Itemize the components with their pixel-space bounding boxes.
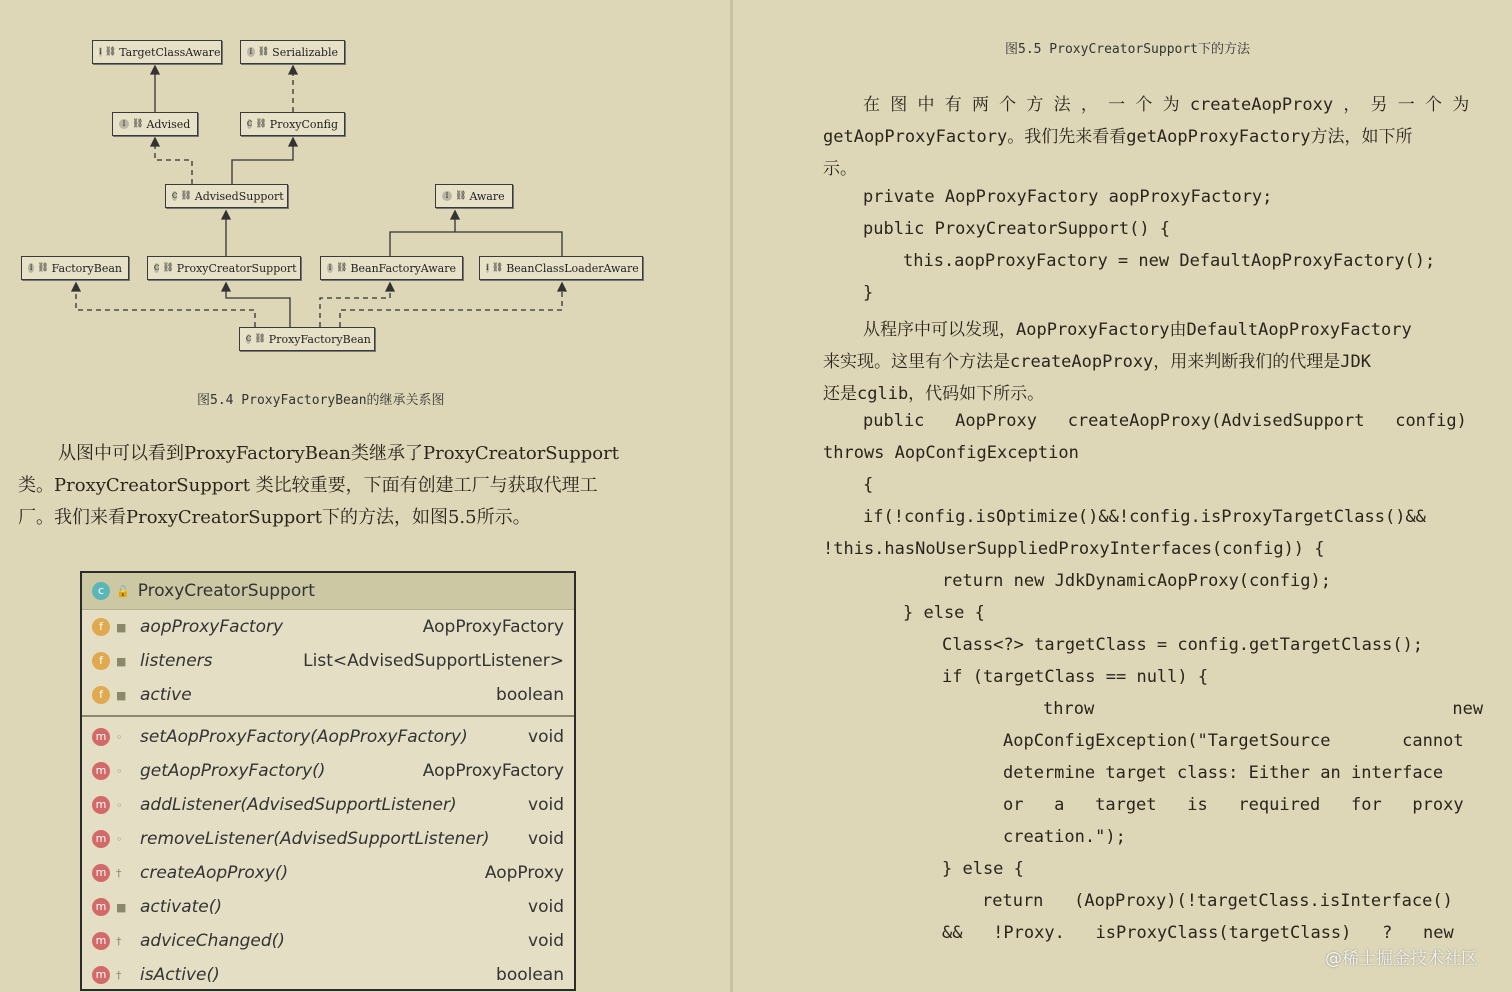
public-icon: ◦ <box>116 764 123 778</box>
uml-node-proxyfactorybean: C ⛓ ProxyFactoryBean <box>239 327 375 351</box>
section-divider <box>82 715 574 717</box>
uml-node-advised: I ⛓ Advised <box>112 112 198 136</box>
uml-node-targetclassaware: I ⛓ TargetClassAware <box>92 40 222 64</box>
figure-5-5-caption: 图5.5 ProxyCreatorSupport下的方法 <box>1005 42 1251 57</box>
interface-icon: I <box>119 119 129 129</box>
code-line: AopConfigException("TargetSource cannot <box>1003 731 1464 751</box>
link-icon: ⛓ <box>254 334 266 344</box>
method-icon: m <box>92 966 110 984</box>
field-row[interactable] <box>82 644 574 678</box>
method-name: addListener(AdvisedSupportListener) <box>140 795 457 815</box>
interface-icon: I <box>99 48 102 56</box>
link-icon: ⛓ <box>180 191 192 201</box>
method-name: removeListener(AdvisedSupportListener) <box>140 829 490 849</box>
figure-5-4-caption: 图5.4 ProxyFactoryBean的继承关系图 <box>197 393 445 408</box>
text-line: 从程序中可以发现，AopProxyFactory由DefaultAopProxyFactory <box>863 320 1412 340</box>
class-icon: C <box>172 192 178 200</box>
field-name: aopProxyFactory <box>140 617 284 637</box>
code-line: if(!config.isOptimize()&&!config.isProxyTargetClass()&& <box>863 507 1426 527</box>
left-paragraph <box>18 438 648 534</box>
method-icon: m <box>92 864 110 882</box>
public-icon: ◦ <box>116 798 123 812</box>
class-structure-panel <box>80 571 576 991</box>
paragraph-line: 类。ProxyCreatorSupport 类比较重要，下面有创建工厂与获取代理工 <box>18 475 598 496</box>
method-icon: m <box>92 762 110 780</box>
uml-node-beanfactoryaware: I ⛓ BeanFactoryAware <box>320 256 463 280</box>
method-name: isActive() <box>140 965 220 985</box>
method-name: createAopProxy() <box>140 863 289 883</box>
protected-icon: † <box>116 968 122 982</box>
method-row[interactable] <box>82 958 574 991</box>
method-row[interactable] <box>82 720 574 754</box>
code-line: Class<?> targetClass = config.getTargetClass(); <box>942 635 1424 655</box>
class-icon: C <box>154 264 160 272</box>
uml-node-factorybean: I ⛓ FactoryBean <box>21 256 129 280</box>
code-line: if (targetClass == null) { <box>942 667 1209 687</box>
code-line: determine target class: Either an interface <box>1003 763 1444 783</box>
method-icon: m <box>92 898 110 916</box>
interface-icon: I <box>442 191 452 201</box>
method-name: adviceChanged() <box>140 931 285 951</box>
code-line: throws AopConfigException <box>823 443 1079 463</box>
method-return-type: void <box>528 727 564 747</box>
interface-icon: I <box>486 264 489 272</box>
field-icon: f <box>92 618 110 636</box>
panel-title: ProxyCreatorSupport <box>137 581 315 601</box>
method-row[interactable] <box>82 754 574 788</box>
class-icon: c <box>92 582 110 600</box>
code-line: or a target is required for proxy <box>1003 795 1464 815</box>
method-return-type: void <box>528 897 564 917</box>
field-row[interactable] <box>82 678 574 712</box>
link-icon: ⛓ <box>132 119 144 129</box>
field-name: listeners <box>140 651 213 671</box>
method-return-type: AopProxyFactory <box>422 761 564 781</box>
field-type: AopProxyFactory <box>422 617 564 637</box>
code-line: { <box>863 475 874 495</box>
method-return-type: void <box>528 931 564 951</box>
text-line-content: 在 图 中 有 两 个 方 法 ， 一 个 为 createAopProxy ， 另 一 个 为 <box>863 95 1470 115</box>
private-icon: ■ <box>116 900 127 914</box>
method-icon: m <box>92 932 110 950</box>
method-name: activate() <box>140 897 223 917</box>
class-icon: C <box>247 120 253 128</box>
uml-node-advisedsupport: C ⛓ AdvisedSupport <box>165 184 288 208</box>
field-icon: f <box>92 686 110 704</box>
code-line: public AopProxy createAopProxy(AdvisedSupport config) <box>863 411 1467 431</box>
interface-icon: I <box>247 47 255 57</box>
protected-icon: † <box>116 934 122 948</box>
link-icon: ⛓ <box>336 263 348 273</box>
method-name: getAopProxyFactory() <box>140 761 326 781</box>
method-return-type: AopProxy <box>484 863 564 883</box>
paragraph-line: 厂。我们来看ProxyCreatorSupport下的方法，如图5.5所示。 <box>18 507 531 528</box>
method-row[interactable] <box>82 856 574 890</box>
link-icon: ⛓ <box>104 47 117 57</box>
method-return-type: void <box>528 829 564 849</box>
text-line: getAopProxyFactory。我们先来看看getAopProxyFactory方法，如下所 <box>823 127 1413 147</box>
field-row[interactable] <box>82 610 574 644</box>
link-icon: ⛓ <box>455 191 467 201</box>
text-line <box>863 90 1470 115</box>
field-type: List<AdvisedSupportListener> <box>303 651 564 671</box>
code-line: return new JdkDynamicAopProxy(config); <box>942 571 1331 591</box>
code-line: creation."); <box>1003 827 1126 847</box>
private-icon: ■ <box>116 620 127 634</box>
private-icon: ■ <box>116 688 127 702</box>
link-icon: ⛓ <box>37 263 49 273</box>
text-line: 还是cglib，代码如下所示。 <box>823 384 1045 404</box>
code-line: && !Proxy. isProxyClass(targetClass) ? new <box>942 923 1454 943</box>
uml-node-aware: I ⛓ Aware <box>435 184 513 208</box>
code-line: } else { <box>942 859 1024 879</box>
field-icon: f <box>92 652 110 670</box>
uml-node-proxycreatorsupport: C ⛓ ProxyCreatorSupport <box>147 256 301 280</box>
code-line: return (AopProxy)(!targetClass.isInterface() <box>982 891 1453 911</box>
interface-icon: I <box>328 264 332 272</box>
method-row[interactable] <box>82 890 574 924</box>
class-icon: C <box>246 335 252 343</box>
private-icon: ■ <box>116 654 127 668</box>
field-name: active <box>140 685 192 705</box>
uml-node-serializable: I ⛓ Serializable <box>240 40 345 64</box>
text-line: 来实现。这里有个方法是createAopProxy，用来判断我们的代理是JDK <box>823 352 1371 372</box>
paragraph-line: 从图中可以看到ProxyFactoryBean类继承了ProxyCreatorSupport <box>58 443 619 464</box>
protected-icon: † <box>116 866 122 880</box>
panel-header <box>82 573 574 610</box>
method-return-type: boolean <box>496 965 564 985</box>
link-icon: ⛓ <box>491 263 504 273</box>
code-line: throw new <box>1043 699 1484 719</box>
field-type: boolean <box>496 685 564 705</box>
method-name: setAopProxyFactory(AopProxyFactory) <box>140 727 468 747</box>
public-icon: 🔓 <box>116 584 130 598</box>
code-line: } else { <box>903 603 985 623</box>
watermark: @稀土掘金技术社区 <box>1325 949 1478 969</box>
code-line: } <box>863 283 874 303</box>
text-line: 示。 <box>823 159 857 179</box>
code-line: this.aopProxyFactory = new DefaultAopProxyFactory(); <box>903 251 1436 271</box>
interface-icon: I <box>29 264 33 272</box>
method-row[interactable] <box>82 924 574 958</box>
method-icon: m <box>92 830 110 848</box>
link-icon: ⛓ <box>162 263 174 273</box>
code-line: public ProxyCreatorSupport() { <box>863 219 1171 239</box>
public-icon: ◦ <box>116 832 123 846</box>
method-icon: m <box>92 796 110 814</box>
link-icon: ⛓ <box>257 47 270 57</box>
link-icon: ⛓ <box>255 119 267 129</box>
method-row[interactable] <box>82 788 574 822</box>
method-return-type: void <box>528 795 564 815</box>
code-line: private AopProxyFactory aopProxyFactory; <box>863 187 1273 207</box>
uml-node-proxyconfig: C ⛓ ProxyConfig <box>240 112 345 136</box>
method-icon: m <box>92 728 110 746</box>
code-line: !this.hasNoUserSuppliedProxyInterfaces(config)) { <box>823 539 1325 559</box>
method-row[interactable] <box>82 822 574 856</box>
uml-node-beanclassloaderaware: I ⛓ BeanClassLoaderAware <box>479 256 643 280</box>
public-icon: ◦ <box>116 730 123 744</box>
